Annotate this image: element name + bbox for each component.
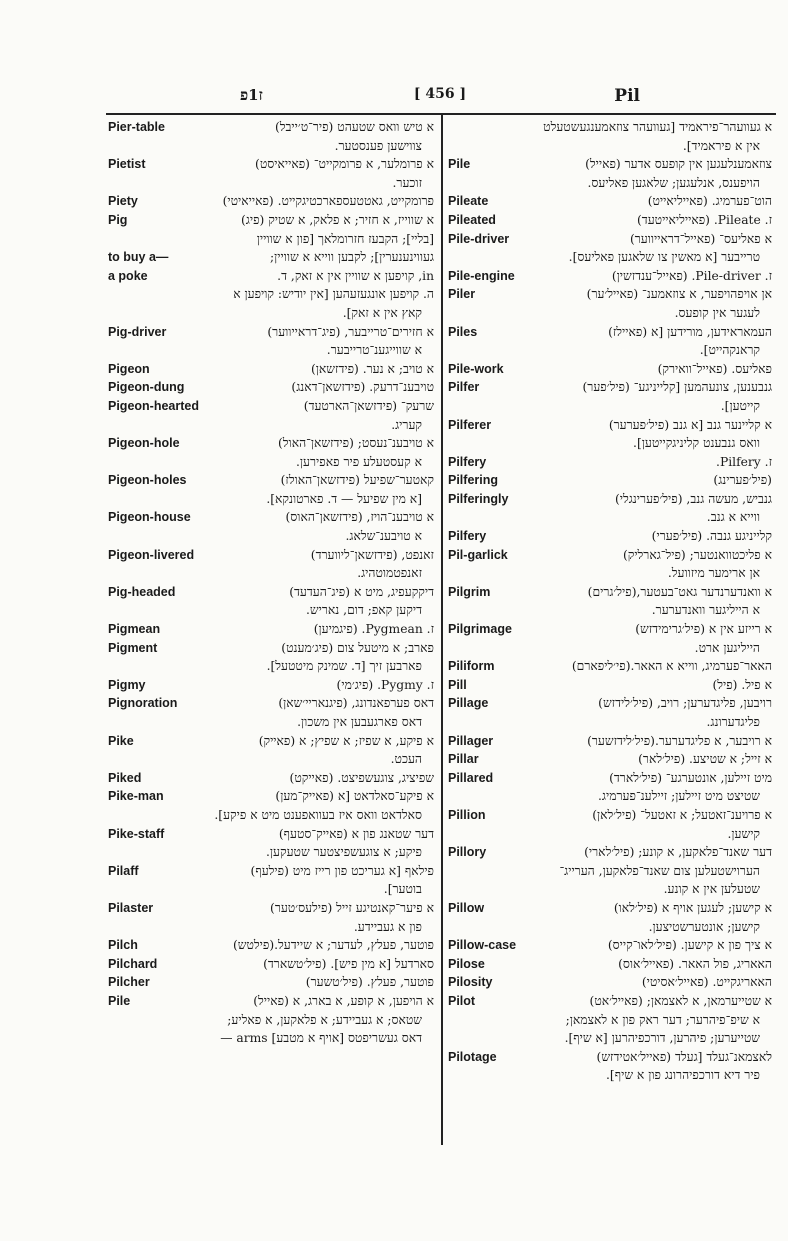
- entry-headword: Pilfery: [448, 529, 487, 544]
- entry-first-line: [108, 973, 434, 992]
- dictionary-entry: [448, 118, 772, 155]
- entry-definition: א קליינער גנב [א גנב (פיל׳פערער): [608, 417, 772, 432]
- entry-continuation: דאס געשריפטס [אויף א מטבע] arms —: [220, 1031, 422, 1046]
- entry-first-line: [448, 527, 772, 546]
- dictionary-entry: [448, 378, 772, 415]
- dictionary-entry: [448, 471, 772, 490]
- dictionary-entry: [448, 973, 772, 992]
- dictionary-entry: [448, 583, 772, 620]
- entry-headword: Pier-table: [108, 120, 165, 134]
- entry-headword: Pilchard: [108, 956, 158, 971]
- entry-continuation: קראנקהייט].: [699, 343, 760, 358]
- entry-first-line: [448, 155, 772, 174]
- entry-headword: Piler: [448, 287, 476, 302]
- entry-definition: א פרומלער, א פרומקייט־ (פאייאיסט): [255, 157, 434, 172]
- dictionary-entry: [448, 676, 772, 695]
- entry-first-line: [448, 583, 772, 602]
- entry-headword: Pile: [448, 157, 471, 172]
- entry-headword: a poke: [108, 268, 148, 283]
- entry-definition: שפיציג, צוגעשפיצט. (פאייקט): [289, 770, 434, 785]
- entry-headword: Pilch: [108, 938, 138, 953]
- entry-continuation: פארבען זיך [ד. שמינק מיטטעל].: [266, 659, 422, 674]
- entry-headword: Piles: [448, 324, 478, 339]
- entry-first-line: [108, 899, 434, 918]
- entry-definition: (פיל׳פערינג): [713, 473, 772, 488]
- entry-continuation: קעריג.: [391, 417, 422, 432]
- dictionary-entry: [448, 230, 772, 267]
- entry-definition: מיט זיילען, אונטערגע־ (פיל׳לארד): [609, 770, 772, 785]
- running-head-left: ז1פ: [240, 86, 263, 104]
- entry-headword: Pigeon-hole: [108, 436, 180, 451]
- entry-first-line: [108, 992, 434, 1011]
- entry-definition: ז. Pygmy. (פיג׳מי): [336, 677, 434, 692]
- dictionary-entry: [448, 155, 772, 192]
- dictionary-entry: [108, 155, 434, 192]
- entry-headword: Pillager: [448, 733, 494, 748]
- entry-headword: Pilose: [448, 956, 485, 971]
- entry-headword: Pilaff: [108, 863, 139, 878]
- entry-headword: Pike: [108, 733, 134, 748]
- dictionary-entry: [448, 490, 772, 527]
- entry-first-line: [448, 899, 772, 918]
- dictionary-entry: [448, 211, 772, 230]
- entry-first-line: [108, 769, 434, 788]
- entry-definition: אן אויפהויפער, א צוזאמענ־ (פאייל׳ער): [586, 287, 772, 302]
- entry-headword: Pilgrimage: [448, 622, 512, 637]
- entry-first-line: [448, 211, 772, 230]
- entry-headword: Pilot: [448, 993, 476, 1008]
- entry-headword: Pigment: [108, 640, 158, 655]
- entry-headword: Pilcher: [108, 975, 150, 990]
- entry-continuation: זוכער.: [392, 175, 422, 190]
- entry-definition: פארב; א מיטעל צום (פיג׳מענט): [281, 640, 434, 655]
- entry-first-line: [448, 267, 772, 286]
- entry-definition: א וואנדערנדער גאט־בעטער,(פיל׳גרים): [587, 584, 772, 599]
- entry-definition: געווינענערין]; לקבען ווייא א שוויין;: [269, 250, 434, 265]
- dictionary-entry: [448, 416, 772, 453]
- page-header: [110, 86, 770, 110]
- entry-first-line: [108, 285, 434, 304]
- entry-first-line: [448, 471, 772, 490]
- column-divider: [441, 113, 443, 1145]
- entry-headword: Pilfer: [448, 380, 480, 395]
- dictionary-entry: [108, 620, 434, 639]
- entry-definition: ה. קויפען אונגעזעהען [אין יודיש: קויפען א: [233, 287, 434, 302]
- entry-first-line: [448, 750, 772, 769]
- entry-definition: קלייניגע גנבה. (פיל׳פערי): [651, 529, 772, 544]
- entry-definition: א חזירים־טרייבער, (פיג־דראייווער): [267, 324, 434, 339]
- entry-first-line: [448, 360, 772, 379]
- entry-first-line: [108, 248, 434, 267]
- entry-headword: Pillar: [448, 752, 479, 767]
- entry-definition: ז. Pilfery.: [716, 454, 772, 469]
- entry-headword: Pilfery: [448, 454, 487, 469]
- entry-continuation: א קעסטעלע פיר פאפירען.: [296, 454, 422, 469]
- dictionary-entry: [108, 248, 434, 267]
- entry-first-line: [108, 211, 434, 230]
- dictionary-entry: [108, 211, 434, 230]
- entry-definition: פוטער, פעלץ, לעדער; א שיידעל.(פילטש): [232, 938, 434, 953]
- entry-continuation: טרייבער [א מאשין צו שלאגען פאליעס].: [568, 250, 760, 265]
- entry-definition: א טויבענ־הויז, (פידזשאן־האוס): [285, 510, 434, 525]
- entry-headword: Pigeon-house: [108, 510, 191, 525]
- entry-first-line: [108, 732, 434, 751]
- dictionary-entry: [108, 323, 434, 360]
- entry-definition: in, קויפען א שוויין אין א זאק, ד.: [277, 268, 434, 283]
- dictionary-entry: [108, 508, 434, 545]
- entry-definition: ז. Pygmean. (פיגמיען): [313, 622, 434, 637]
- entry-first-line: [108, 230, 434, 249]
- entry-headword: Pile-engine: [448, 268, 515, 283]
- dictionary-entry: [108, 787, 434, 824]
- entry-first-line: [448, 416, 772, 435]
- entry-continuation: בוטער].: [383, 882, 422, 897]
- dictionary-entry: [448, 323, 772, 360]
- entry-first-line: [448, 285, 772, 304]
- entry-definition: א פליכטוואנטער; (פיל־גארליק): [622, 547, 772, 562]
- entry-first-line: [108, 694, 434, 713]
- dictionary-entry: [108, 434, 434, 471]
- entry-continuation: לעגער אין קופעס.: [674, 305, 760, 320]
- dictionary-entry: [448, 955, 772, 974]
- entry-headword: Pillow: [448, 900, 485, 915]
- entry-continuation: ווייא א גנב.: [706, 510, 760, 525]
- entry-first-line: [448, 694, 772, 713]
- entry-definition: א פיקע, א שפיז; א שפיץ; א (פאייק): [258, 733, 434, 748]
- entry-headword: Pillory: [448, 845, 487, 860]
- entry-continuation: הויפענס, אנלעגען; שלאגען פאליעס.: [587, 175, 760, 190]
- entry-continuation: פליגדערונג.: [706, 715, 760, 729]
- entry-headword: Pigmy: [108, 677, 146, 692]
- dictionary-entry: [448, 732, 772, 751]
- entry-definition: צוזאמענלעגען אין קופעס אדער (פאייל): [585, 157, 772, 172]
- entry-continuation: א שווייגענ־טרייבער.: [326, 343, 422, 358]
- entry-definition: א פיקע־סאלדאט [א (פאייק־מען): [275, 789, 434, 804]
- entry-headword: Pileate: [448, 194, 489, 209]
- entry-definition: א שווייז, א חזיר; א פלאק, א שטיק (פיג): [240, 212, 434, 227]
- entry-definition: א פיל. (פיל): [712, 677, 772, 692]
- entry-headword: Pilferingly: [448, 491, 509, 506]
- entry-continuation: שטייערען; פיהרען, דורכפיהרען [א שיף].: [564, 1031, 760, 1046]
- entry-definition: א פרויענ־זאטעל; א זאטעל־ (פיל׳לאן): [592, 807, 772, 822]
- entry-definition: א הויפען, א קופע, א בארג, א (פאייל): [253, 993, 434, 1008]
- entry-definition: א טיש וואס שטעהט (פיר־ט׳ייבל): [274, 120, 434, 134]
- dictionary-entry: [448, 1048, 772, 1085]
- entry-headword: Pile: [108, 993, 131, 1008]
- entry-definition: א טויבענ־נעסט; (פידזשאן־האול): [278, 436, 434, 451]
- entry-headword: Pig: [108, 212, 128, 227]
- entry-first-line: [448, 546, 772, 565]
- entry-first-line: [108, 434, 434, 453]
- entry-first-line: [108, 323, 434, 342]
- dictionary-entry: [108, 378, 434, 397]
- entry-first-line: [448, 118, 772, 137]
- entry-headword: Pillow-case: [448, 938, 517, 953]
- entry-definition: גנבענען, צונעהמען [קלייניגע־ (פיל׳פער): [582, 380, 772, 395]
- entry-headword: Pillage: [448, 696, 489, 711]
- dictionary-entry: [108, 825, 434, 862]
- entry-first-line: [448, 323, 772, 342]
- entry-headword: Pike-staff: [108, 826, 165, 841]
- entry-definition: לאצמאנ־געלד [געלד (פאייל׳אטידזש): [596, 1049, 772, 1064]
- entry-definition: גנביש, מעשה גנב, (פיל׳פערינגלי): [614, 491, 772, 506]
- entry-headword: Pilotage: [448, 1049, 497, 1064]
- entry-continuation: אן ארימער מיזוועל.: [667, 566, 760, 581]
- entry-first-line: [108, 936, 434, 955]
- entry-continuation: שטאס; א געביידע; א פלאקען, א פאליע;: [227, 1012, 422, 1027]
- dictionary-entry: [108, 899, 434, 936]
- entry-continuation: שטיצט מיט זיילען; זיילענ־פערמיג.: [598, 789, 760, 804]
- entry-first-line: [108, 862, 434, 881]
- entry-definition: א רויבער, א פליגדערער.(פיל׳לידזשער): [587, 733, 772, 748]
- dictionary-entry: [108, 769, 434, 788]
- entry-first-line: [108, 825, 434, 844]
- entry-definition: האאר־פערמיג, ווייא א האאר.(פי׳ליפארם): [571, 659, 772, 674]
- entry-definition: ז. Pile-driver. (פאייל־ענדזשין): [611, 268, 772, 283]
- entry-definition: א פאליעס־ (פאייל־דראייווער): [629, 231, 772, 246]
- entry-first-line: [108, 155, 434, 174]
- entry-first-line: [108, 787, 434, 806]
- dictionary-entry: [108, 546, 434, 583]
- entry-continuation: סאלדאט וואס איז בעוואפענט מיט א פיקע].: [214, 807, 422, 822]
- dictionary-entry: [448, 806, 772, 843]
- page-number: [ 456 ]: [413, 86, 467, 102]
- entry-headword: Piety: [108, 194, 138, 209]
- dictionary-entry: [108, 285, 434, 322]
- entry-definition: פרומקייט, גאטטעספארכטיגקייט. (פאייאיטי): [222, 194, 434, 209]
- dictionary-entry: [108, 862, 434, 899]
- dictionary-entry: [448, 899, 772, 936]
- entry-definition: דיקקעפיג, מיט א (פיג־העדעד): [289, 584, 434, 599]
- entry-first-line: [448, 992, 772, 1011]
- entry-first-line: [448, 192, 772, 211]
- dictionary-entry: [448, 453, 772, 472]
- dictionary-entry: [448, 527, 772, 546]
- entry-headword: Pigeon: [108, 361, 150, 376]
- entry-definition: שרעק־ (פידזשאן־הארטעד): [303, 398, 434, 413]
- entry-definition: א רייזע אין א (פיל׳גרימידזש): [635, 622, 772, 637]
- entry-first-line: [448, 378, 772, 397]
- dictionary-entry: [108, 397, 434, 434]
- entry-first-line: [108, 639, 434, 658]
- entry-headword: Pig-driver: [108, 324, 167, 339]
- entry-definition: פילאף [א געריכט פון רייז מיט (פילעף): [250, 863, 434, 878]
- entry-continuation: א טויבענ־שלאג.: [345, 529, 422, 544]
- entry-first-line: [448, 806, 772, 825]
- dictionary-entry: [448, 936, 772, 955]
- entry-first-line: [448, 769, 772, 788]
- entry-first-line: [108, 620, 434, 639]
- entry-continuation: דאס פארגעבען אין משכון.: [297, 715, 422, 729]
- entry-first-line: [108, 546, 434, 565]
- entry-continuation: דיקען קאפ; דום, נאריש.: [306, 603, 422, 618]
- dictionary-entry: [108, 694, 434, 731]
- entry-continuation: פון א געביידע.: [353, 919, 422, 934]
- entry-definition: א פיער־קאנטיגע זייל (פילעס׳טער): [270, 900, 434, 915]
- entry-continuation: אין א פיראמיד].: [682, 138, 760, 153]
- dictionary-entry: [108, 639, 434, 676]
- entry-first-line: [448, 676, 772, 695]
- entry-headword: Pillared: [448, 770, 494, 785]
- entry-first-line: [108, 508, 434, 527]
- entry-definition: הוט־פערמיג. (פאייליאייט): [647, 194, 772, 209]
- entry-continuation: פיר דיא דורכפיהרונג פון א שיף].: [606, 1068, 760, 1083]
- entry-headword: Pile-work: [448, 361, 504, 376]
- entry-continuation: צווישען פענסטער.: [334, 138, 422, 153]
- dictionary-entry: [448, 360, 772, 379]
- entry-first-line: [448, 490, 772, 509]
- entry-headword: Piliform: [448, 659, 495, 674]
- dictionary-entry: [448, 546, 772, 583]
- entry-continuation: קאץ אין א זאק].: [342, 305, 422, 320]
- entry-definition: [בליי]; הקבעז חזרומלאך [פון א שוויין: [256, 231, 434, 246]
- dictionary-entry: [448, 620, 772, 657]
- entry-headword: Pigeon-holes: [108, 473, 187, 488]
- running-head-right: Pil: [614, 86, 640, 106]
- entry-definition: טויבענ־דרעק. (פידזשאן־דאנג): [291, 380, 434, 395]
- entry-continuation: קישען.: [727, 826, 760, 841]
- entry-continuation: א שיפ־פיהרער; דער ראק פון א לאצמאן;: [565, 1012, 760, 1027]
- entry-headword: Pigmean: [108, 622, 161, 637]
- entry-first-line: [108, 192, 434, 211]
- entry-first-line: [108, 397, 434, 416]
- entry-first-line: [448, 955, 772, 974]
- dictionary-entry: [108, 118, 434, 155]
- entry-first-line: [448, 230, 772, 249]
- dictionary-entry: [448, 657, 772, 676]
- entry-continuation: וואס גנבענט קליניגקייטען].: [633, 436, 760, 451]
- entry-first-line: [448, 620, 772, 639]
- entry-definition: האאריג, פול האאר. (פאייל׳אוס): [618, 956, 772, 971]
- entry-continuation: שטעלען אין א קונע.: [663, 882, 760, 897]
- entry-continuation: זאנפטמוטהיג.: [357, 566, 422, 581]
- entry-continuation: [א מין שפיעל — ד. פארטונקא].: [266, 491, 422, 506]
- dictionary-entry: [448, 843, 772, 899]
- entry-headword: Pilosity: [448, 975, 493, 990]
- entry-continuation: הייליגען ארט.: [694, 640, 760, 655]
- entry-definition: ז. Pileate. (פאייליאייטעד): [636, 212, 772, 227]
- entry-first-line: [448, 453, 772, 472]
- dictionary-entry: [448, 769, 772, 806]
- dictionary-entry: [448, 992, 772, 1048]
- entry-definition: פוטער, פעלץ. (פיל׳טשער): [305, 975, 434, 990]
- entry-definition: א טויב; א נער. (פידזשאן): [311, 361, 434, 376]
- entry-definition: האאריגקייט. (פאייל׳אסיטי): [641, 975, 772, 990]
- entry-headword: to buy a—: [108, 250, 169, 265]
- dictionary-entry: [108, 230, 434, 249]
- entry-continuation: קישען; אונטערשטיצען.: [648, 919, 760, 934]
- entry-headword: Pilfering: [448, 473, 499, 488]
- dictionary-entry: [108, 471, 434, 508]
- entry-headword: Pigeon-dung: [108, 380, 185, 395]
- entry-first-line: [108, 378, 434, 397]
- entry-definition: א קישען; לעגען אויף א (פיל׳לאו): [613, 900, 772, 915]
- dictionary-entry: [448, 192, 772, 211]
- dictionary-entry: [108, 360, 434, 379]
- entry-first-line: [108, 955, 434, 974]
- dictionary-entry: [108, 583, 434, 620]
- entry-first-line: [448, 732, 772, 751]
- entry-definition: א זייל; א שטיצע. (פיל׳לאר): [638, 752, 772, 767]
- entry-headword: Pike-man: [108, 789, 164, 804]
- dictionary-entry: [108, 936, 434, 955]
- entry-headword: Piked: [108, 770, 142, 785]
- entry-headword: Pileated: [448, 212, 496, 227]
- entry-first-line: [448, 1048, 772, 1067]
- entry-definition: דאס פערפאנדונג, (פיגנאריי׳שאן): [278, 696, 434, 711]
- entry-definition: דער שאנד־פלאקען, א קונע; (פיל׳לארי): [584, 845, 772, 860]
- dictionary-entry: [108, 676, 434, 695]
- entry-headword: Pietist: [108, 157, 146, 172]
- entry-first-line: [108, 471, 434, 490]
- entry-headword: Pilaster: [108, 900, 154, 915]
- entry-definition: פאליעס. (פאייל־וואירק): [657, 361, 772, 376]
- dictionary-entry: [108, 732, 434, 769]
- entry-headword: Pil-garlick: [448, 547, 508, 562]
- entry-definition: העמאראידען, מורידען [א (פאיילז): [608, 324, 772, 339]
- dictionary-entry: [108, 267, 434, 286]
- entry-definition: רויבען, פליגדערען; רויב, (פיל׳לידזש): [598, 696, 772, 711]
- dictionary-entry: [448, 750, 772, 769]
- entry-first-line: [108, 118, 434, 137]
- left-column: [108, 118, 434, 1048]
- entry-first-line: [448, 843, 772, 862]
- entry-definition: זאנפט, (פידזשאן־ליווערד): [310, 547, 434, 562]
- dictionary-entry: [448, 267, 772, 286]
- entry-headword: Pig-headed: [108, 584, 176, 599]
- entry-definition: סארדעל [א מין פיש]. (פיל׳טשארד): [263, 956, 434, 971]
- dictionary-entry: [108, 992, 434, 1048]
- dictionary-entry: [448, 694, 772, 731]
- entry-first-line: [108, 583, 434, 602]
- entry-continuation: הערוישטעלען צום שאנד־פלאקען, הערייג־: [559, 863, 760, 878]
- entry-headword: Pill: [448, 677, 467, 692]
- entry-definition: א געוועהר־פיראמיד [געוועהר צוזאמענגעשטעלט: [543, 120, 772, 134]
- entry-first-line: [108, 360, 434, 379]
- entry-continuation: קייטען].: [720, 398, 760, 413]
- entry-continuation: פיקע; א צוגעשפיצטער שטעקען.: [266, 845, 422, 860]
- entry-headword: Pile-driver: [448, 231, 510, 246]
- entry-headword: Pigeon-hearted: [108, 398, 199, 413]
- entry-definition: דער שטאנג פון א (פאייק־סטעף): [278, 826, 434, 841]
- entry-continuation: א הייליגער וואנדערער.: [651, 603, 760, 618]
- right-column: [448, 118, 772, 1085]
- entry-first-line: [448, 657, 772, 676]
- entry-headword: Pillion: [448, 807, 486, 822]
- entry-headword: Pilferer: [448, 417, 492, 432]
- entry-headword: Pilgrim: [448, 584, 491, 599]
- entry-continuation: העכט.: [390, 752, 422, 767]
- entry-definition: א שטייערמאן, א לאצמאן; (פאייל׳אט): [589, 993, 772, 1008]
- dictionary-entry: [108, 192, 434, 211]
- entry-definition: א ציך פון א קישען. (פיל׳לאו־קייס): [607, 938, 772, 953]
- entry-first-line: [108, 267, 434, 286]
- dictionary-entry: [108, 955, 434, 974]
- entry-first-line: [448, 973, 772, 992]
- dictionary-entry: [108, 973, 434, 992]
- dictionary-entry: [448, 285, 772, 322]
- entry-headword: Pignoration: [108, 696, 178, 711]
- entry-first-line: [108, 676, 434, 695]
- entry-definition: קאטער־שפיעל (פידזשאן־האולז): [280, 473, 434, 488]
- entry-first-line: [448, 936, 772, 955]
- entry-headword: Pigeon-livered: [108, 547, 195, 562]
